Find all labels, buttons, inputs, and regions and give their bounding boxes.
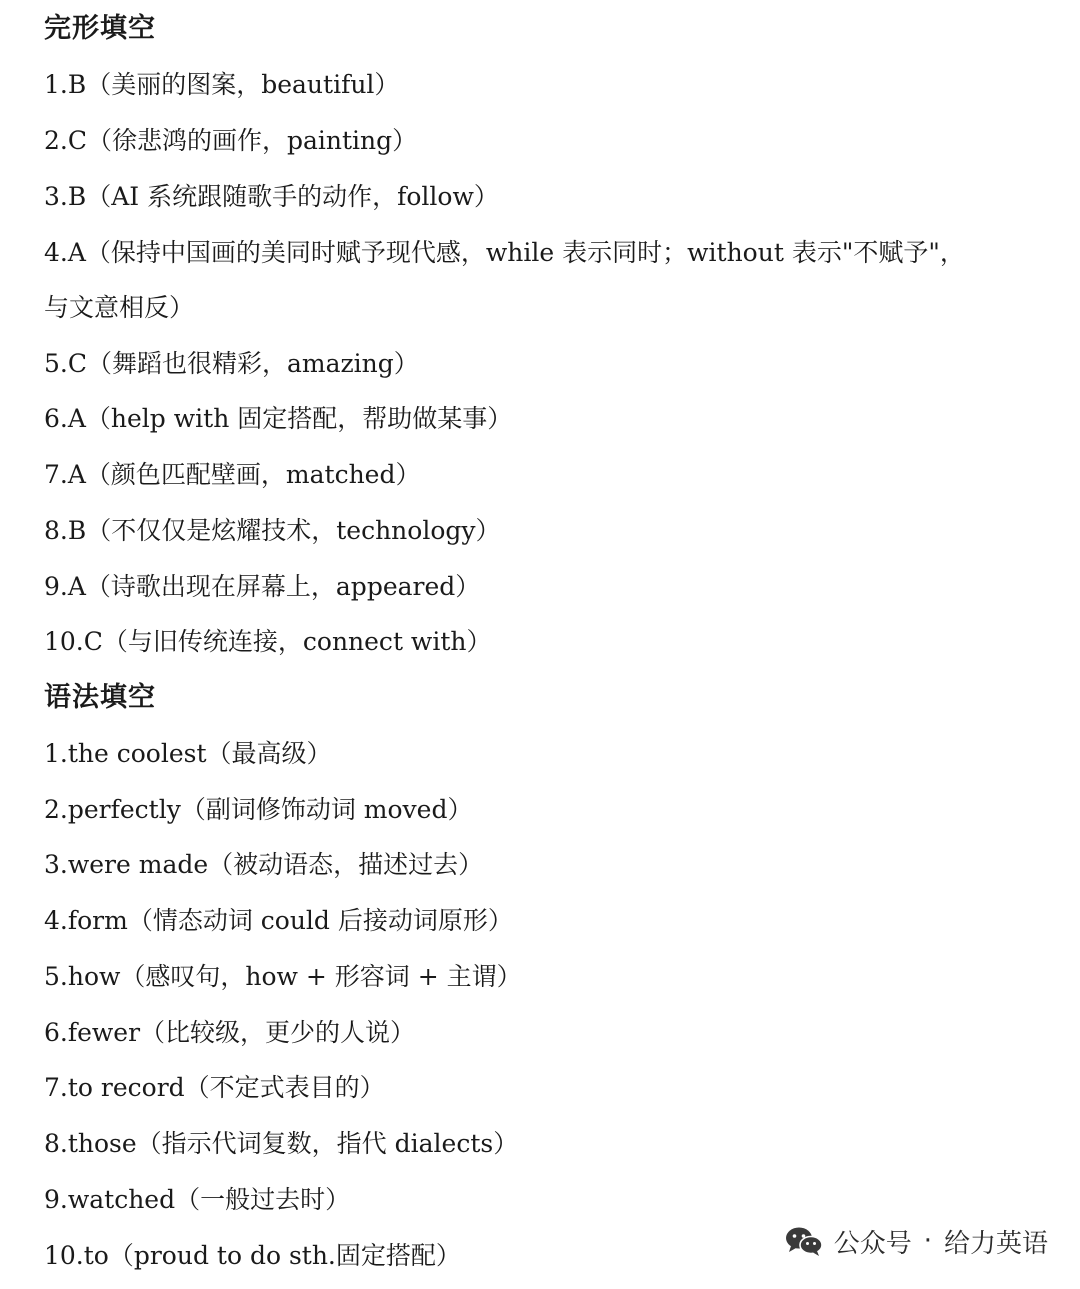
- cloze-answer-8: 8.B（不仅仅是炫耀技术，technology）: [44, 516, 501, 545]
- grammar-answer-2: 2.perfectly（副词修饰动词 moved）: [44, 795, 473, 824]
- grammar-answer-10: 10.to（proud to do sth.固定搭配）: [44, 1241, 461, 1270]
- cloze-answer-4: 4.A（保持中国画的美同时赋予现代感，while 表示同时；without 表示"不赋予"，: [44, 238, 965, 267]
- grammar-answer-1: 1.the coolest（最高级）: [44, 739, 332, 768]
- wechat-watermark: [784, 1224, 1048, 1258]
- cloze-answer-4-continued: 与文意相反）: [44, 293, 195, 322]
- section-title-cloze: 完形填空: [44, 13, 156, 44]
- grammar-answer-7: 7.to record（不定式表目的）: [44, 1073, 385, 1102]
- grammar-answer-5: 5.how（感叹句，how + 形容词 + 主谓）: [44, 962, 522, 991]
- grammar-answer-6: 6.fewer（比较级，更少的人说）: [44, 1018, 416, 1047]
- cloze-answer-3: 3.B（AI 系统跟随歌手的动作，follow）: [44, 182, 499, 211]
- cloze-answer-2: 2.C（徐悲鸿的画作，painting）: [44, 126, 418, 155]
- wechat-icon: [784, 1225, 824, 1257]
- cloze-answer-7: 7.A（颜色匹配壁画，matched）: [44, 460, 421, 489]
- cloze-answer-6: 6.A（help with 固定搭配，帮助做某事）: [44, 404, 513, 433]
- watermark-label: 公众号: [833, 1228, 912, 1259]
- cloze-answer-9: 9.A（诗歌出现在屏幕上，appeared）: [44, 572, 481, 601]
- cloze-answer-10: 10.C（与旧传统连接，connect with）: [44, 627, 492, 656]
- cloze-answer-1: 1.B（美丽的图案，beautiful）: [44, 70, 400, 99]
- grammar-answer-8: 8.those（指示代词复数，指代 dialects）: [44, 1129, 519, 1158]
- grammar-answer-4: 4.form（情态动词 could 后接动词原形）: [44, 906, 513, 935]
- section-title-grammar: 语法填空: [44, 682, 156, 713]
- grammar-answer-3: 3.were made（被动语态，描述过去）: [44, 850, 484, 879]
- watermark-separator: ·: [923, 1226, 932, 1256]
- cloze-answer-5: 5.C（舞蹈也很精彩，amazing）: [44, 349, 419, 378]
- grammar-answer-9: 9.watched（一般过去时）: [44, 1185, 351, 1214]
- watermark-account: 给力英语: [943, 1228, 1048, 1259]
